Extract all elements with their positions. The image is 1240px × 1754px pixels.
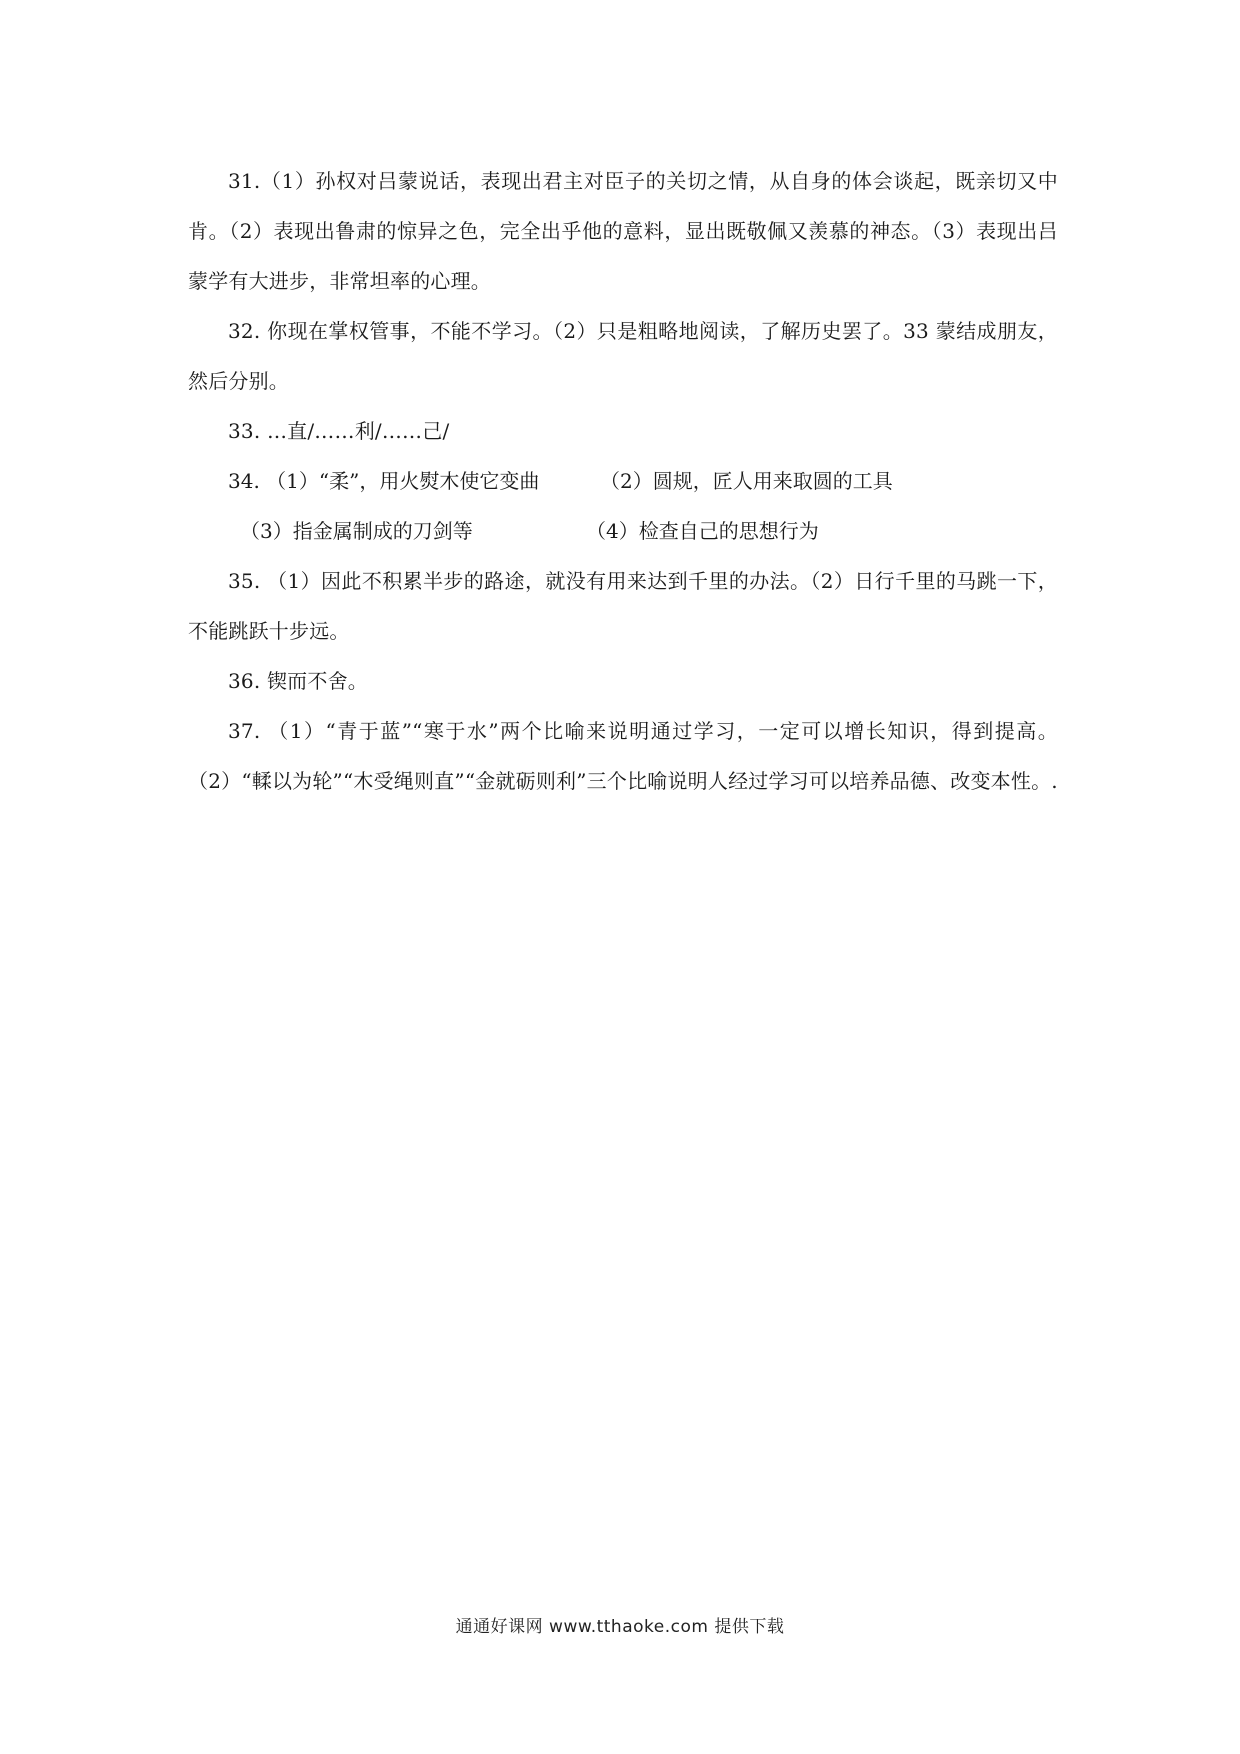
answer-31: 31.（1）孙权对吕蒙说话，表现出君主对臣子的关切之情，从自身的体会谈起，既亲切又中肯。（2）表现出鲁肃的惊异之色，完全出乎他的意料，显出既敬佩又羡慕的神态。（3）表现出吕蒙学有大进步，非常坦率的心理。 — [188, 169, 1058, 293]
answer-35: 35. （1）因此不积累半步的路途，就没有用来达到千里的办法。（2）日行千里的马跳一下，不能跳跃十步远。 — [188, 569, 1058, 643]
answer-34-row-1 — [188, 456, 1058, 506]
answer-34-part-1: 34. （1）“柔”，用火熨木使它变曲 — [228, 469, 540, 493]
answer-34-part-4: （4）检查自己的思想行为 — [586, 519, 819, 543]
answer-34-row-2 — [188, 506, 1058, 556]
answer-32: 32. 你现在掌权管事，不能不学习。（2）只是粗略地阅读，了解历史罢了。33 蒙结成朋友，然后分别。 — [188, 319, 1058, 393]
answer-36: 36. 锲而不舍。 — [228, 669, 368, 693]
answer-34-part-3: （3）指金属制成的刀剑等 — [240, 519, 473, 543]
answer-34-part-2: （2）圆规，匠人用来取圆的工具 — [600, 469, 893, 493]
answer-33: 33. …直/……利/……己/ — [228, 419, 450, 443]
page-footer: 通通好课网 www.tthaoke.com 提供下载 — [455, 1617, 785, 1637]
answer-37: 37. （1）“青于蓝”“寒于水”两个比喻来说明通过学习，一定可以增长知识，得到提高。（2）“輮以为轮”“木受绳则直”“金就砺则利”三个比喻说明人经过学习可以培养品德、改变本性。. — [188, 719, 1058, 793]
answer-content — [188, 156, 1058, 806]
